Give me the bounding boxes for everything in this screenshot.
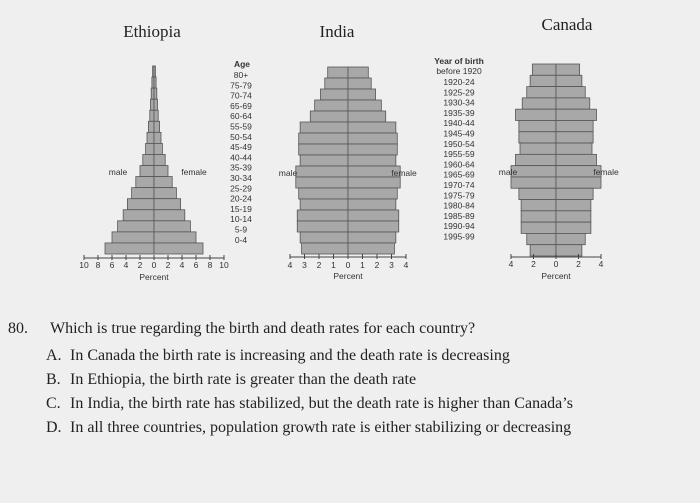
female-label: female — [391, 168, 417, 178]
birth-year-label: 1980-84 — [443, 200, 475, 211]
choice-letter: B. — [46, 371, 61, 388]
x-tick-label: 2 — [165, 260, 171, 270]
age-group-label: 45-49 — [230, 142, 252, 153]
male-bar-20-24 — [127, 199, 154, 210]
male-bar-20-24 — [300, 199, 348, 210]
x-tick-label: 4 — [287, 260, 293, 270]
question-text: Which is true regarding the birth and death rates for each country? — [50, 320, 476, 337]
chart-title: India — [319, 22, 355, 41]
male-bar-50-54 — [299, 133, 348, 144]
female-bar-50-54 — [348, 133, 397, 144]
x-tick-label: 1 — [331, 260, 336, 270]
female-bar-0-4 — [154, 243, 203, 254]
female-bar-25-29 — [348, 188, 397, 199]
male-bar-50-54 — [147, 132, 154, 143]
male-bar-25-29 — [519, 188, 556, 199]
male-bar-65-69 — [315, 100, 348, 111]
male-bar-10-14 — [118, 221, 154, 232]
year-header: Year of birth — [434, 56, 484, 66]
age-group-label: 0-4 — [234, 234, 248, 245]
female-bar-10-14 — [348, 221, 399, 232]
x-axis-label: Percent — [333, 271, 363, 281]
male-bar-40-44 — [516, 154, 557, 165]
birth-year-label: 1935-39 — [443, 107, 475, 118]
female-bar-45-49 — [154, 143, 162, 154]
male-bar-45-49 — [299, 144, 348, 155]
female-bar-75-79 — [348, 78, 371, 89]
female-bar-15-19 — [154, 210, 185, 221]
male-bar-75-79 — [530, 75, 556, 86]
x-tick-label: 3 — [302, 260, 307, 270]
female-bar-0-4 — [348, 243, 394, 254]
male-bar-5-9 — [527, 233, 556, 244]
x-tick-label: 0 — [345, 260, 351, 270]
female-bar-15-19 — [348, 210, 399, 221]
male-bar-45-49 — [520, 143, 556, 154]
female-bar-50-54 — [154, 132, 161, 143]
age-group-label: 50-54 — [230, 131, 252, 142]
female-bar-70-74 — [556, 87, 585, 98]
male-bar-15-19 — [521, 211, 556, 222]
birth-year-label: 1960-64 — [443, 159, 475, 170]
male-bar-35-39 — [296, 166, 348, 177]
birth-year-label: 1985-89 — [443, 210, 475, 221]
birth-year-label: 1945-49 — [443, 128, 475, 139]
male-bar-30-34 — [136, 177, 154, 188]
male-bar-30-34 — [511, 177, 556, 188]
india-pyramid — [279, 22, 417, 281]
male-bar-65-69 — [522, 98, 556, 109]
male-label: male — [498, 167, 518, 177]
female-bar-45-49 — [556, 143, 592, 154]
female-bar-5-9 — [556, 233, 585, 244]
x-tick-label: 10 — [79, 260, 89, 270]
male-bar-60-64 — [516, 109, 557, 120]
male-bar-80+ — [328, 67, 348, 78]
female-bar-30-34 — [154, 177, 172, 188]
male-bar-5-9 — [300, 232, 348, 243]
female-bar-70-74 — [154, 88, 157, 99]
female-bar-35-39 — [154, 166, 168, 177]
female-bar-20-24 — [154, 199, 181, 210]
x-tick-label: 6 — [109, 260, 115, 270]
age-group-label: 60-64 — [230, 111, 252, 122]
x-tick-label: 10 — [219, 260, 229, 270]
x-tick-label: 8 — [207, 260, 213, 270]
age-group-label: 20-24 — [230, 193, 252, 204]
female-bar-30-34 — [556, 177, 601, 188]
female-bar-30-34 — [348, 177, 400, 188]
male-bar-35-39 — [140, 166, 154, 177]
canada-pyramid — [499, 15, 619, 281]
age-group-label: 80+ — [233, 70, 249, 80]
female-bar-25-29 — [556, 188, 593, 199]
chart-title: Ethiopia — [123, 22, 181, 41]
birth-year-label: 1965-69 — [443, 169, 475, 180]
age-group-label: 70-74 — [230, 90, 252, 101]
x-tick-label: 8 — [95, 260, 101, 270]
female-bar-80+ — [348, 67, 368, 78]
female-bar-40-44 — [348, 155, 396, 166]
x-tick-label: 2 — [137, 260, 143, 270]
question-80 — [8, 318, 692, 440]
choice-letter: D. — [46, 419, 62, 436]
female-bar-55-59 — [154, 121, 160, 132]
male-bar-55-59 — [300, 122, 348, 133]
female-bar-20-24 — [348, 199, 396, 210]
answer-choices — [46, 344, 692, 440]
male-bar-70-74 — [320, 89, 348, 100]
x-tick-label: 2 — [576, 259, 581, 269]
age-group-label: 5-9 — [234, 224, 248, 235]
choice-d[interactable] — [46, 416, 692, 440]
age-group-label: 55-59 — [230, 121, 252, 132]
male-bar-25-29 — [132, 188, 154, 199]
age-group-label: 65-69 — [230, 100, 252, 111]
male-bar-55-59 — [519, 120, 556, 131]
choice-a[interactable] — [46, 344, 692, 368]
female-bar-5-9 — [154, 232, 196, 243]
x-tick-label: 2 — [374, 260, 380, 270]
age-group-label: 30-34 — [230, 173, 252, 183]
x-tick-label: 4 — [508, 259, 514, 269]
age-group-label: 75-79 — [230, 80, 252, 91]
male-bar-55-59 — [148, 121, 154, 132]
x-tick-label: 3 — [389, 260, 394, 270]
female-bar-65-69 — [154, 99, 158, 110]
x-tick-label: 0 — [553, 259, 559, 269]
age-group-label: 25-29 — [230, 183, 252, 194]
age-group-label: 10-14 — [230, 214, 252, 225]
x-tick-label: 6 — [193, 260, 199, 270]
birth-year-label: 1950-54 — [443, 138, 475, 149]
female-bar-55-59 — [348, 122, 396, 133]
female-label: female — [181, 167, 207, 177]
female-bar-75-79 — [154, 77, 156, 88]
female-bar-5-9 — [348, 232, 396, 243]
female-bar-20-24 — [556, 200, 591, 211]
choice-text: In India, the birth rate has stabilized, but the death rate is higher than Canada’s — [70, 395, 573, 412]
male-bar-0-4 — [105, 243, 154, 254]
female-bar-15-19 — [556, 211, 591, 222]
female-bar-65-69 — [556, 98, 590, 109]
birth-year-label: 1970-74 — [443, 180, 475, 190]
x-axis-label: Percent — [541, 271, 571, 281]
male-bar-10-14 — [297, 221, 348, 232]
male-bar-15-19 — [123, 210, 154, 221]
male-bar-50-54 — [519, 132, 556, 143]
choice-letter: A. — [46, 347, 62, 364]
male-bar-65-69 — [151, 99, 155, 110]
age-group-label: 40-44 — [230, 152, 252, 163]
male-bar-45-49 — [146, 143, 154, 154]
choice-text: In Canada the birth rate is increasing and the death rate is decreasing — [70, 347, 510, 364]
question-number: 80. — [8, 320, 28, 337]
birth-year-label: 1955-59 — [443, 149, 475, 160]
male-label: male — [278, 168, 298, 178]
female-bar-45-49 — [348, 144, 397, 155]
x-tick-label: 4 — [179, 260, 185, 270]
male-bar-10-14 — [521, 222, 556, 233]
female-bar-40-44 — [556, 154, 597, 165]
choice-text: In all three countries, population growth rate is either stabilizing or decreasing — [70, 419, 572, 436]
male-bar-70-74 — [151, 88, 154, 99]
female-bar-80+ — [556, 64, 580, 75]
male-bar-25-29 — [299, 188, 348, 199]
x-tick-label: 4 — [598, 259, 604, 269]
x-tick-label: 2 — [316, 260, 322, 270]
female-bar-0-4 — [556, 245, 582, 256]
x-tick-label: 1 — [360, 260, 365, 270]
male-bar-35-39 — [511, 166, 556, 177]
birth-year-label: 1920-24 — [443, 77, 475, 87]
female-bar-10-14 — [154, 221, 190, 232]
male-bar-70-74 — [527, 87, 556, 98]
age-group-labels — [230, 59, 252, 245]
male-bar-40-44 — [143, 154, 154, 165]
birth-year-labels — [434, 56, 484, 242]
male-bar-0-4 — [530, 245, 556, 256]
female-bar-50-54 — [556, 132, 593, 143]
female-bar-60-64 — [348, 111, 386, 122]
x-tick-label: 4 — [123, 260, 129, 270]
birth-year-label: 1990-94 — [443, 221, 475, 232]
female-bar-25-29 — [154, 188, 176, 199]
birth-year-label: 1975-79 — [443, 190, 475, 201]
male-bar-40-44 — [300, 155, 348, 166]
male-bar-60-64 — [310, 111, 348, 122]
age-header: Age — [233, 59, 251, 69]
birth-year-label: 1940-44 — [443, 118, 475, 129]
female-bar-60-64 — [556, 109, 597, 120]
female-bar-80+ — [154, 66, 155, 77]
female-bar-70-74 — [348, 89, 376, 100]
x-tick-label: 4 — [403, 260, 409, 270]
male-bar-5-9 — [112, 232, 154, 243]
male-bar-75-79 — [325, 78, 348, 89]
age-group-label: 35-39 — [230, 162, 252, 173]
male-bar-0-4 — [302, 243, 348, 254]
female-bar-65-69 — [348, 100, 381, 111]
male-bar-60-64 — [150, 110, 154, 121]
male-label: male — [108, 167, 128, 177]
year-header-line2: before 1920 — [436, 66, 482, 76]
x-axis-label: Percent — [139, 272, 169, 282]
ethiopia-pyramid — [79, 22, 229, 282]
female-bar-10-14 — [556, 222, 591, 233]
choice-text: In Ethiopia, the birth rate is greater than the death rate — [70, 371, 417, 388]
female-bar-40-44 — [154, 154, 165, 165]
male-bar-20-24 — [521, 200, 556, 211]
birth-year-label: 1930-34 — [443, 97, 475, 108]
female-bar-60-64 — [154, 110, 158, 121]
female-bar-55-59 — [556, 120, 593, 131]
choice-c[interactable] — [46, 392, 692, 416]
male-bar-30-34 — [296, 177, 348, 188]
choice-b[interactable] — [46, 368, 692, 392]
male-bar-80+ — [532, 64, 556, 75]
female-label: female — [593, 167, 619, 177]
choice-letter: C. — [46, 395, 61, 412]
female-bar-75-79 — [556, 75, 582, 86]
x-tick-label: 2 — [531, 259, 536, 269]
male-bar-15-19 — [297, 210, 348, 221]
age-group-label: 15-19 — [230, 203, 252, 214]
birth-year-label: 1995-99 — [443, 231, 475, 242]
x-tick-label: 0 — [151, 260, 157, 270]
chart-title: Canada — [541, 15, 593, 34]
birth-year-label: 1925-29 — [443, 87, 475, 98]
